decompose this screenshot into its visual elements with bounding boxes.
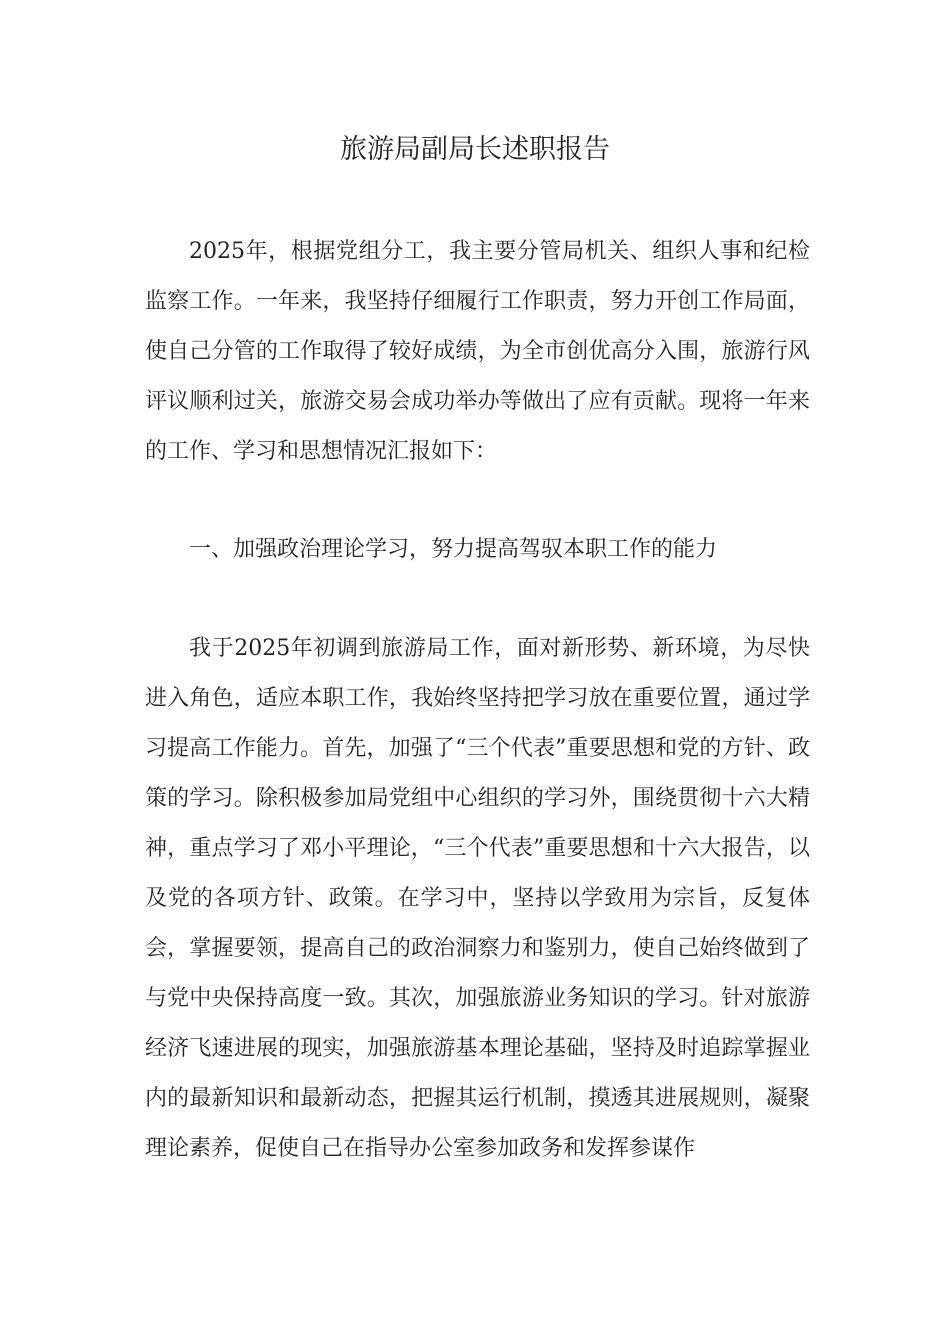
document-title: 旅游局副局长述职报告	[340, 134, 610, 165]
intro-paragraph: 2025年，根据党组分工，我主要分管局机关、组织人事和纪检监察工作。一年来，我坚持仔细履行工作职责，努力开创工作局面，使自己分管的工作取得了较好成绩，为全市创优高分入围，旅游行风评议顺利过关，旅游交易会成功举办等做出了应有贡献。现将一年来的工作、学习和思想情况汇报如下：	[145, 239, 810, 464]
section-heading-1: 一、加强政治理论学习，努力提高驾驭本职工作的能力	[189, 537, 718, 562]
section-1-paragraph: 我于2025年初调到旅游局工作，面对新形势、新环境，为尽快进入角色，适应本职工作，我始终坚持把学习放在重要位置，通过学习提高工作能力。首先，加强了“三个代表”重要思想和党的方针、政策的学习。除积极参加局党组中心组织的学习外，围绕贯彻十六大精神，重点学习了邓小平理论，“三个代表”重要思想和十六大报告，以及党的各项方针、政策。在学习中，坚持以学致用为宗旨，反复体会，掌握要领，提高自己的政治洞察力和鉴别力，使自己始终做到了与党中央保持高度一致。其次，加强旅游业务知识的学习。针对旅游经济飞速进展的现实，加强旅游基本理论基础，坚持及时追踪掌握业内的最新知识和最新动态，把握其运行机制，摸透其进展规则，凝聚理论素养，促使自己在指导办公室参加政务和发挥参谋作	[145, 636, 810, 1161]
